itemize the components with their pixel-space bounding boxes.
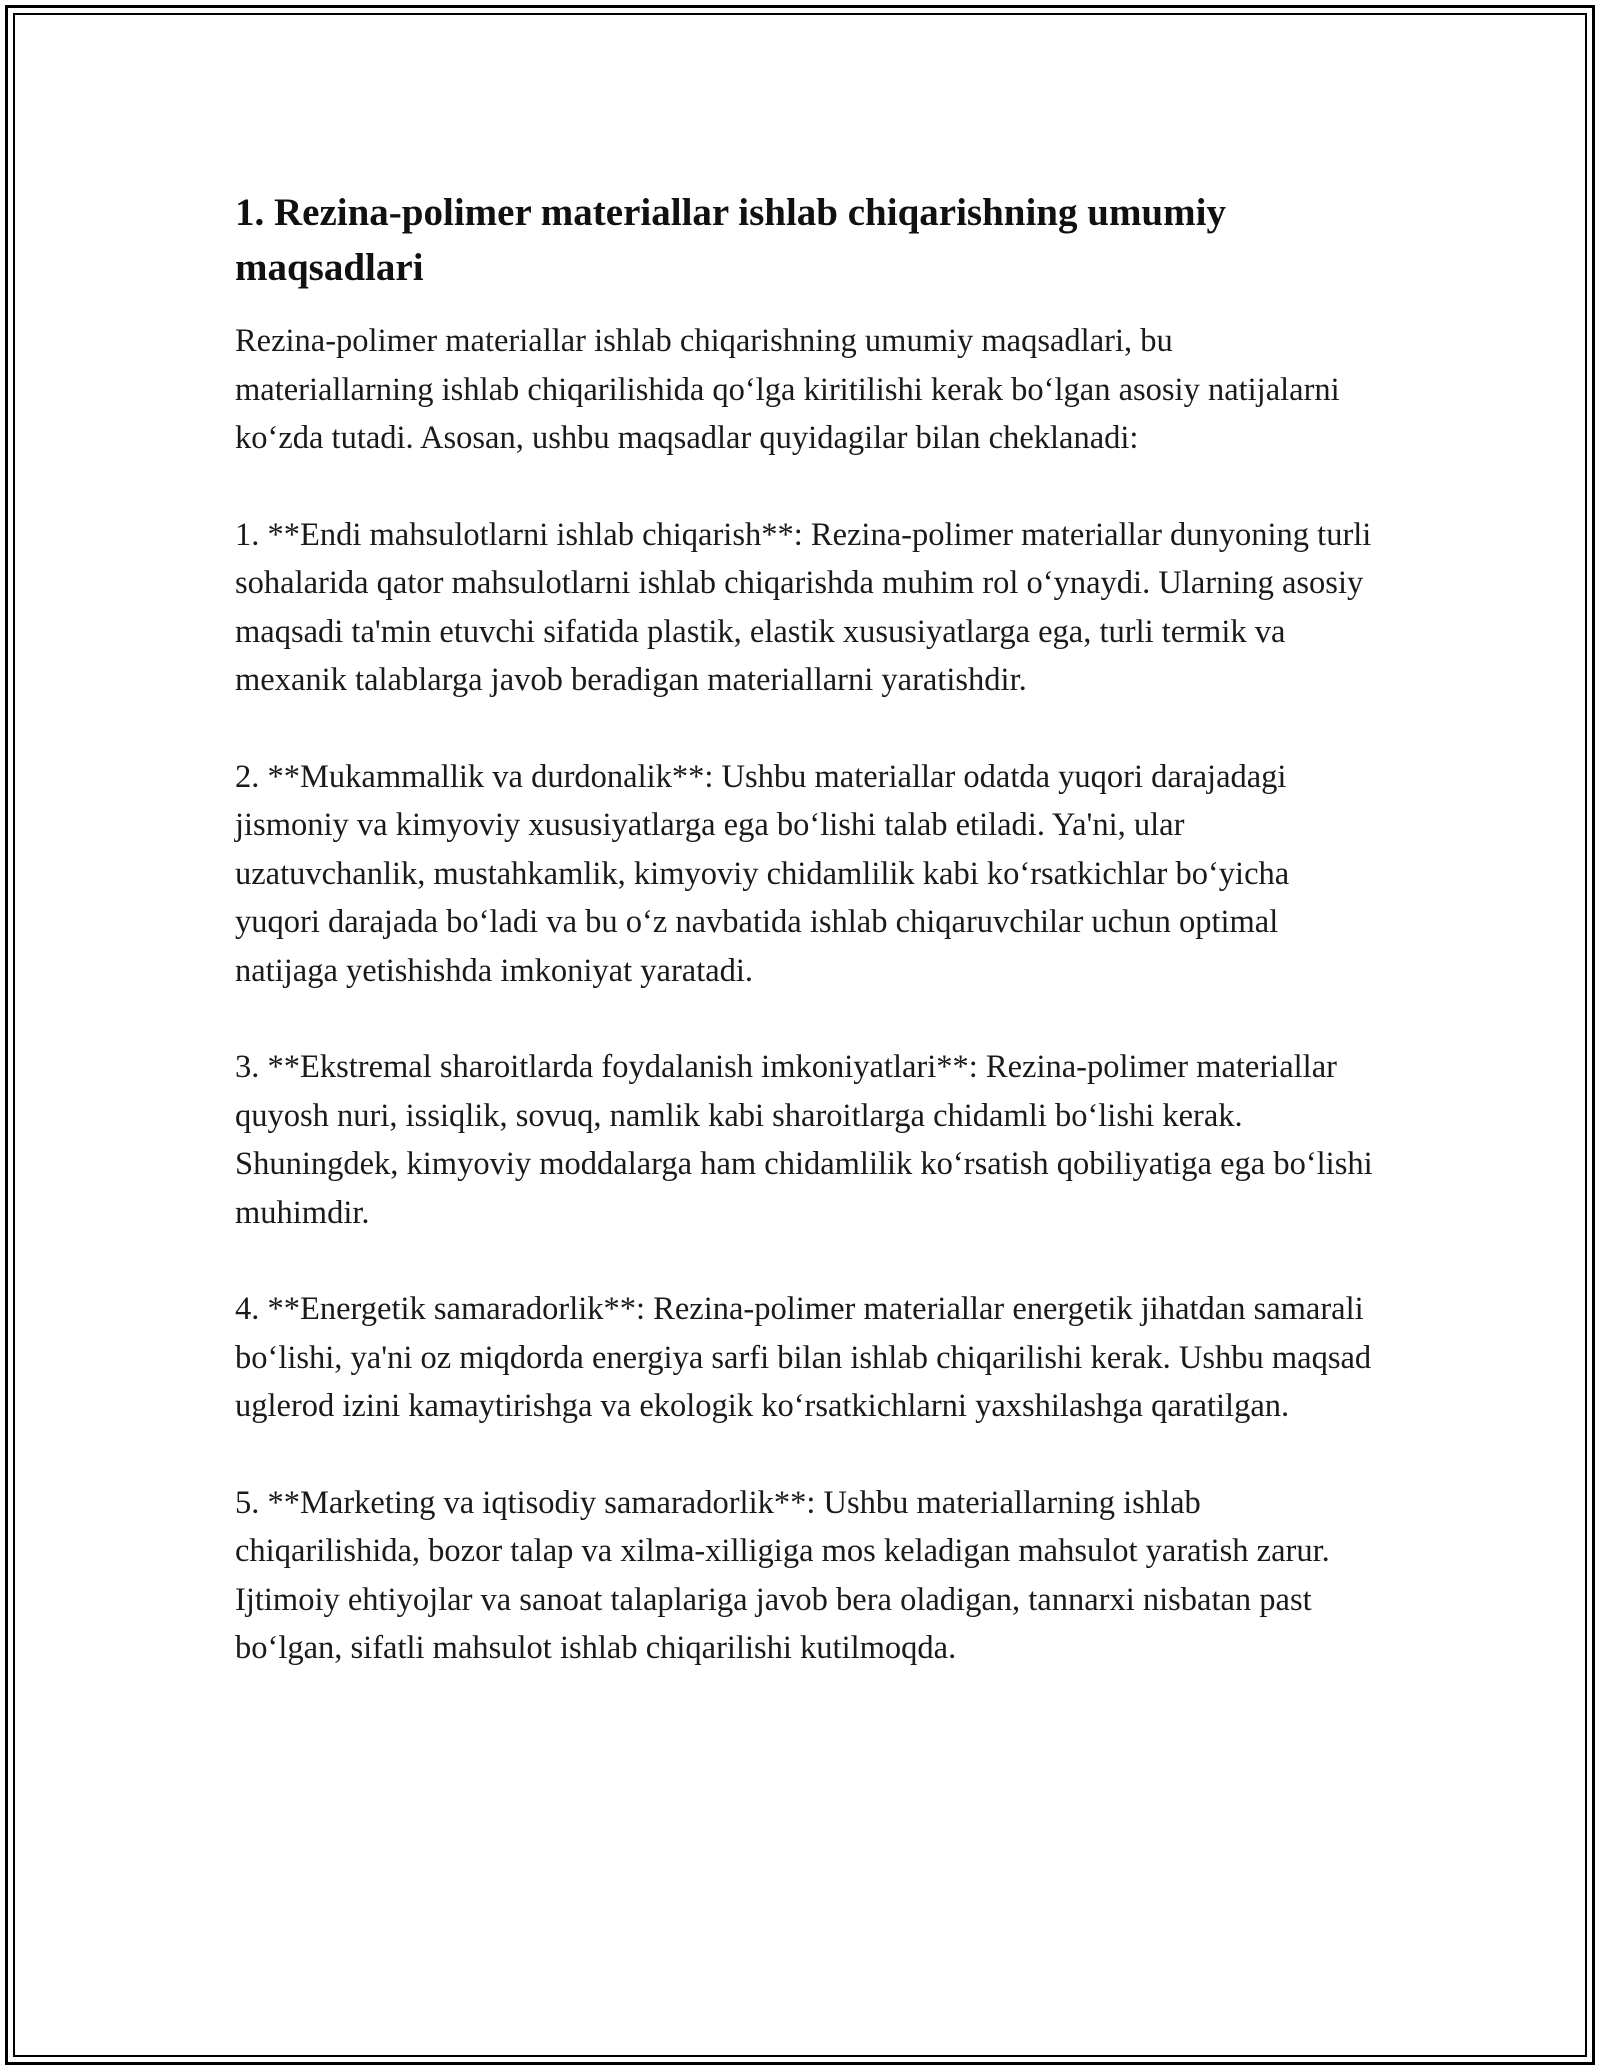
list-item-4: 4. **Energetik samaradorlik**: Rezina-polimer materiallar energetik jihatdan samarali bo‘lishi, ya'ni oz miqdorda energiya sarfi bilan ishlab chiqarilishi kerak. Ushbu maqsad uglerod izini kamaytirishga va ekologik ko‘rsatkichlarni yaxshilashga qaratilgan.: [235, 1291, 1372, 1424]
list-item-5: 5. **Marketing va iqtisodiy samaradorlik**: Ushbu materiallarning ishlab chiqarilishida, bozor talap va xilma-xilligiga mos keladigan mahsulot yaratish zarur. Ijtimoiy ehtiyojlar va sanoat talaplariga javob bera oladigan, tannarxi nisbatan past bo‘lgan, sifatli mahsulot ishlab chiqarilishi kutilmoqda.: [235, 1484, 1330, 1666]
list-item-1: 1. **Endi mahsulotlarni ishlab chiqarish**: Rezina-polimer materiallar dunyoning turli sohalarida qator mahsulotlarni ishlab chiqarishda muhim rol o‘ynaydi. Ularning asosiy maqsadi ta'min etuvchi sifatida plastik, elastik xususiyatlarga ega, turli termik va mexanik talablarga javob beradigan materiallarni yaratishdir.: [235, 516, 1372, 698]
document-body: [235, 185, 1375, 1721]
intro-paragraph: Rezina-polimer materiallar ishlab chiqarishning umumiy maqsadlari, bu materiallarning ishlab chiqarilishida qo‘lga kiritilishi kerak bo‘lgan asosiy natijalarni ko‘zda tutadi. Asosan, ushbu maqsadlar quyidagilar bilan cheklanadi:: [235, 323, 1340, 456]
list-item-3: 3. **Ekstremal sharoitlarda foydalanish imkoniyatlari**: Rezina-polimer materiallar quyosh nuri, issiqlik, sovuq, namlik kabi sharoitlarga chidamli bo‘lishi kerak. Shuningdek, kimyoviy moddalarga ham chidamlilik ko‘rsatish qobiliyatiga ega bo‘lishi muhimdir.: [235, 1049, 1373, 1231]
document-title: 1. Rezina-polimer materiallar ishlab chiqarishning umumiy maqsadlari: [235, 191, 1226, 289]
list-item-2: 2. **Mukammallik va durdonalik**: Ushbu materiallar odatda yuqori darajadagi jismoniy va kimyoviy xususiyatlarga ega bo‘lishi talab etiladi. Ya'ni, ular uzatuvchanlik, mustahkamlik, kimyoviy chidamlilik kabi ko‘rsatkichlar bo‘yicha yuqori darajada bo‘ladi va bu o‘z navbatida ishlab chiqaruvchilar uchun optimal natijaga yetishishda imkoniyat yaratadi.: [235, 758, 1290, 989]
